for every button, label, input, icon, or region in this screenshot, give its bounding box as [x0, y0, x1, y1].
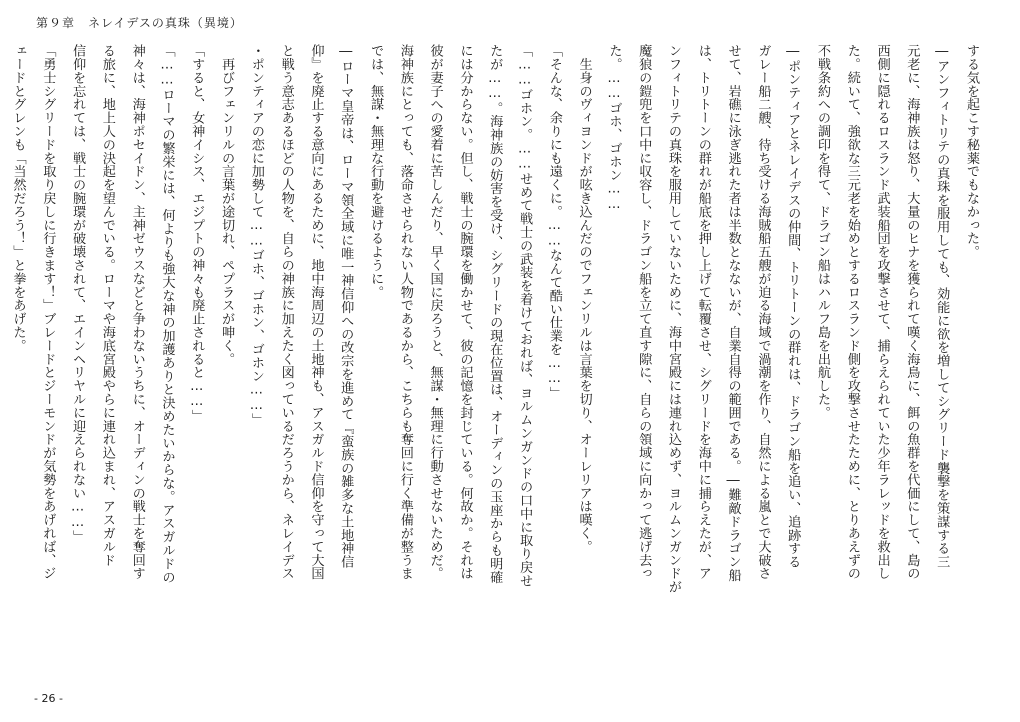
text-line: ェードとグレンも「当然だろう！」と拳をあげた。 [10, 44, 26, 353]
text-line: ガレー船二艘、待ち受ける海賊船五艘が迫る海域で渦潮を作り、自然による嵐とで大破さ [755, 44, 771, 580]
text-line: たが……。海神族の妨害を受け、シグリードの現在位置は、オーディンの玉座からも明確 [487, 44, 503, 584]
text-line: ―ポンティアとネレイデスの仲間、トリトーンの群れは、ドラゴン船を追い、追跡する [785, 44, 801, 569]
text-line: 魔狼の鎧兜を口中に収容し、ドラゴン船を立て直す隙に、自らの領域に向かって逃げ去っ [636, 44, 652, 580]
page-number: - 26 - [34, 692, 63, 705]
text-line [0, 44, 3, 666]
text-line: た。……ゴホ、ゴホン…… [606, 44, 622, 212]
text-line: 「……ゴホン。……せめて戦士の武装を着けておれば、ヨルムンガンドの口中に取り戻せ [517, 44, 533, 588]
text-line: ―ローマ皇帝は、ローマ領全域に唯一神信仰への改宗を進めて『蛮族の雑多な土地神信 [338, 44, 354, 569]
text-line: ―アンフィトリテの真珠を服用しても、効能に欲を増してシグリード襲撃を策謀する三 [934, 44, 950, 569]
text-line: せて、岩礁に泳ぎ逃れた者は半数となないが、自業自得の範囲である。―難敵ドラゴン船 [725, 44, 741, 582]
text-line: では、無謀・無理な行動を避けるように。 [368, 44, 384, 299]
text-line: と戦う意志あるほどの人物を、自らの神族に加えたく図っているだろうから、ネレイデス [278, 44, 294, 580]
chapter-title: 第９章 ネレイデスの真珠（異境） [36, 16, 243, 30]
text-line: る旅に、地上人の決起を望んでいる。ローマや海底宮殿やらに連れ込まれ、アスガルド [99, 44, 115, 567]
text-line: ンフィトリテの真珠を服用していないために、海中宮殿には連れ込めず、ヨルムンガンドが [666, 44, 682, 594]
body-text [10, 44, 986, 666]
text-line: た。続いて、強欲な三元老を始めとするロスランド側を攻撃させたために、とりあえずの [844, 44, 860, 580]
text-line: 「そんな、余りにも遠くに。……なんて酷い仕業を……」 [546, 44, 562, 400]
text-line: する気を起こす秘薬でもなかった。 [964, 44, 979, 259]
text-line: 「すると、女神イシス、エジプトの神々も廃止されると……」 [189, 44, 205, 423]
text-line: には分からない。但し、戦士の腕環を働かせて、彼の記憶を封じている。何故か。それは [457, 44, 473, 580]
text-line: 彼が妻子への愛着に苦しんだり、早く国に戻ろうと、無謀・無理に行動させないためだ。 [427, 44, 443, 580]
text-line: 信仰を忘れては、戦士の腕環が破壊されて、エインヘリヤルに迎えられない……」 [70, 44, 86, 544]
text-line: 生身のヴィヨンドが呟き込んだのでフェンリルは言葉を切り、オーレリアは嘆く。 [576, 44, 592, 554]
text-line: 「……ローマの繁栄には、何よりも強大な神の加護ありと決めたいからな。アスガルドの [159, 44, 175, 584]
text-line: 元老に、海神族は怒り、大量のヒナを獲られて嘆く海鳥に、餌の魚群を代価にして、島の [904, 44, 920, 580]
text-line: 再びフェンリルの言葉が途切れ、ペプラスが呻く。 [219, 44, 235, 366]
text-line: 「勇士シグリードを取り戻しに行きます！」ブレードとジーモンドが気勢をあげれば、ジ [40, 44, 56, 580]
text-line: 仰』を廃止する意向にあるために、地中海周辺の土地神も、アスガルド信仰を守って大国 [308, 44, 324, 580]
text-line: 不戦条約への調印を得て、ドラゴン船はハルフ島を出航した。 [815, 44, 831, 420]
text-line: 西側に隠れるロスランド武装船団を攻撃させて、捕らえられていた少年ラレッドを救出し [874, 44, 890, 580]
text-line: は、トリトーンの群れが船底を押し上げて転覆させ、シグリードを海中に捕らえたが、ア [695, 44, 711, 580]
text-line: ・ポンティアの恋に加勢して……ゴホ、ゴホン、ゴホン……」 [248, 44, 264, 427]
text-line: 神々は、海神ポセイドン、主神ゼウスなどと争わないうちに、オーディンの戦士を奪回す [129, 44, 145, 580]
text-line: 海神族にとっても、落命させられない人物であるから、こちらも奪回に行く準備が整うま [397, 44, 413, 580]
